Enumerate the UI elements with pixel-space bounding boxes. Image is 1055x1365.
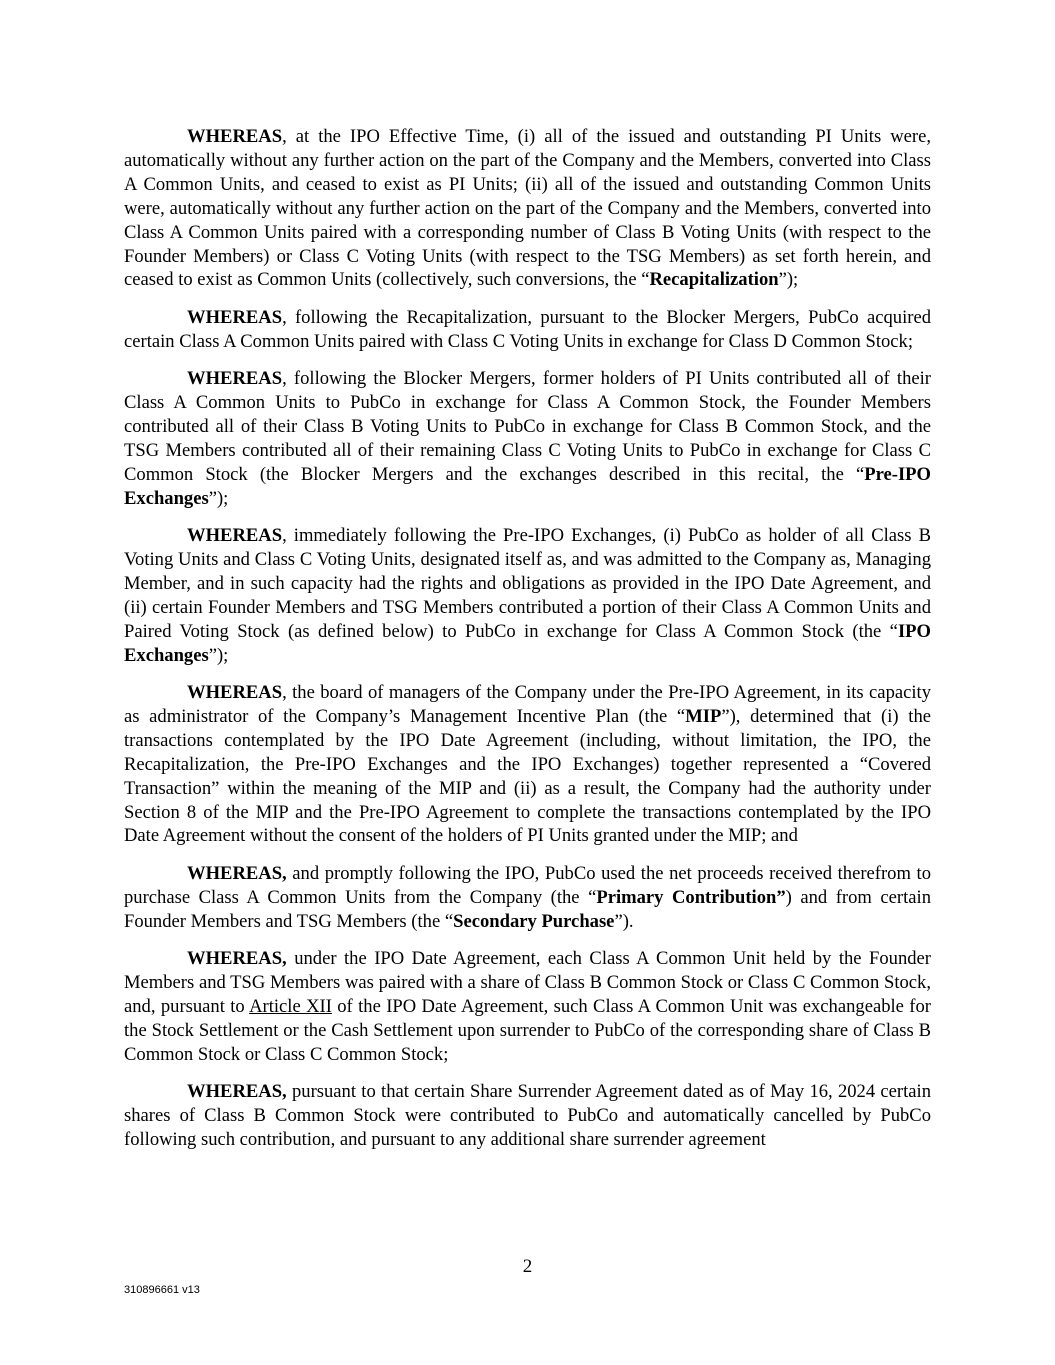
text-segment: ”); (208, 644, 229, 666)
recital-paragraph-recapitalization (124, 125, 931, 292)
text-segment: , following the Recapitalization, pursuant to the Blocker Mergers, PubCo acquired certain Class A Common Units paired with Class C Voting Units in exchange for Class D Common Stock; (124, 306, 931, 352)
bold-term: WHEREAS (187, 126, 283, 147)
recital-paragraph-ipo-exchanges (124, 524, 931, 667)
bold-term: IPO Exchanges (124, 620, 931, 666)
document-body (124, 125, 931, 1165)
bold-term: WHEREAS, (187, 948, 287, 970)
text-segment: , at the IPO Effective Time, (i) all of the issued and outstanding PI Units were, automatically without any further action on the part of the Company and the Members, converted into Class A Common Units, and ceased to exist as PI Units; (ii) all of the issued and outstanding Common Units were, automatically without any further action on the part of the Company and the Members, converted into Class A Common Units paired with a corresponding number of Class B Voting Units (with respect to the Founder Members) or Class C Voting Units (with respect to the TSG Members) as set forth herein, and ceased to exist as Common Units (collectively, such conversions, the “ (124, 126, 931, 291)
recital-paragraph-blocker-mergers (124, 306, 931, 354)
text-segment: ”). (614, 910, 634, 932)
text-segment: under the IPO Date Agreement, each Class A Common Unit held by the Founder Members and TSG Members was paired with a share of Class B Common Stock or Class C Common Stock, and, pursuant to (124, 948, 931, 1017)
text-segment: ”), determined that (i) the transactions contemplated by the IPO Date Agreement (including, without limitation, the IPO, the Recapitalization, the Pre-IPO Exchanges and the IPO Exchanges) together represented a “Covered Transaction” within the meaning of the MIP and (ii) as a result, the Company had the authority under Section 8 of the MIP and the Pre-IPO Agreement to complete the transactions contemplated by the IPO Date Agreement without the consent of the holders of PI Units granted under the MIP; and (124, 705, 931, 847)
bold-term: WHEREAS, (187, 1081, 287, 1103)
bold-term: WHEREAS (187, 525, 283, 547)
text-segment: ”); (208, 487, 229, 509)
bold-term: Pre-IPO Exchanges (124, 463, 931, 509)
bold-term: Recapitalization (649, 269, 779, 291)
text-segment: , immediately following the Pre-IPO Exchanges, (i) PubCo as holder of all Class B Voting Units and Class C Voting Units, designated itself as, and was admitted to the Company as, Managing Member, and in such capacity had the rights and obligations as provided in the IPO Date Agreement, and (ii) certain Founder Members and TSG Members contributed a portion of their Class A Common Units and Paired Voting Stock (as defined below) to PubCo in exchange for Class A Common Stock (the “ (124, 525, 931, 642)
bold-term: WHEREAS (187, 306, 283, 328)
bold-term: WHEREAS (187, 368, 283, 390)
bold-term: Primary Contribution” (596, 886, 786, 908)
bold-term: MIP (685, 705, 722, 727)
text-segment: pursuant to that certain Share Surrender Agreement dated as of May 16, 2024 certain shares of Class B Common Stock were contributed to PubCo and automatically cancelled by PubCo following such contribution, and pursuant to any additional share surrender agreement (124, 1081, 931, 1150)
underlined-reference: Article XII (249, 995, 332, 1017)
recital-paragraph-pre-ipo-exchanges (124, 367, 931, 510)
recital-paragraph-mip (124, 681, 931, 848)
text-segment: ”); (778, 269, 799, 291)
text-segment: , the board of managers of the Company under the Pre-IPO Agreement, in its capacity as administrator of the Company’s Management Incentive Plan (the “ (124, 682, 931, 727)
recital-paragraph-primary-contribution (124, 862, 931, 934)
text-segment: , following the Blocker Mergers, former holders of PI Units contributed all of their Class A Common Units to PubCo in exchange for Class A Common Stock, the Founder Members contributed all of their Class B Voting Units to PubCo in exchange for Class B Common Stock, and the TSG Members contributed all of their remaining Class C Voting Units to PubCo in exchange for Class C Common Stock (the Blocker Mergers and the exchanges described in this recital, the “ (124, 368, 931, 485)
text-segment: of the IPO Date Agreement, such Class A Common Unit was exchangeable for the Stock Settlement or the Cash Settlement upon surrender to PubCo of the corresponding share of Class B Common Stock or Class C Common Stock; (124, 995, 931, 1065)
document-id: 310896661 v13 (124, 1284, 200, 1296)
text-segment: and promptly following the IPO, PubCo used the net proceeds received therefrom to purchase Class A Common Units from the Company (the “ (124, 862, 931, 908)
bold-term: WHEREAS (187, 682, 283, 704)
bold-term: Secondary Purchase (453, 910, 615, 932)
recital-paragraph-share-surrender (124, 1080, 931, 1152)
recital-paragraph-article-xii (124, 947, 931, 1067)
text-segment: ) and from certain Founder Members and TSG Members (the “ (124, 886, 931, 932)
page-number: 2 (522, 1256, 533, 1277)
bold-term: WHEREAS, (187, 862, 287, 884)
